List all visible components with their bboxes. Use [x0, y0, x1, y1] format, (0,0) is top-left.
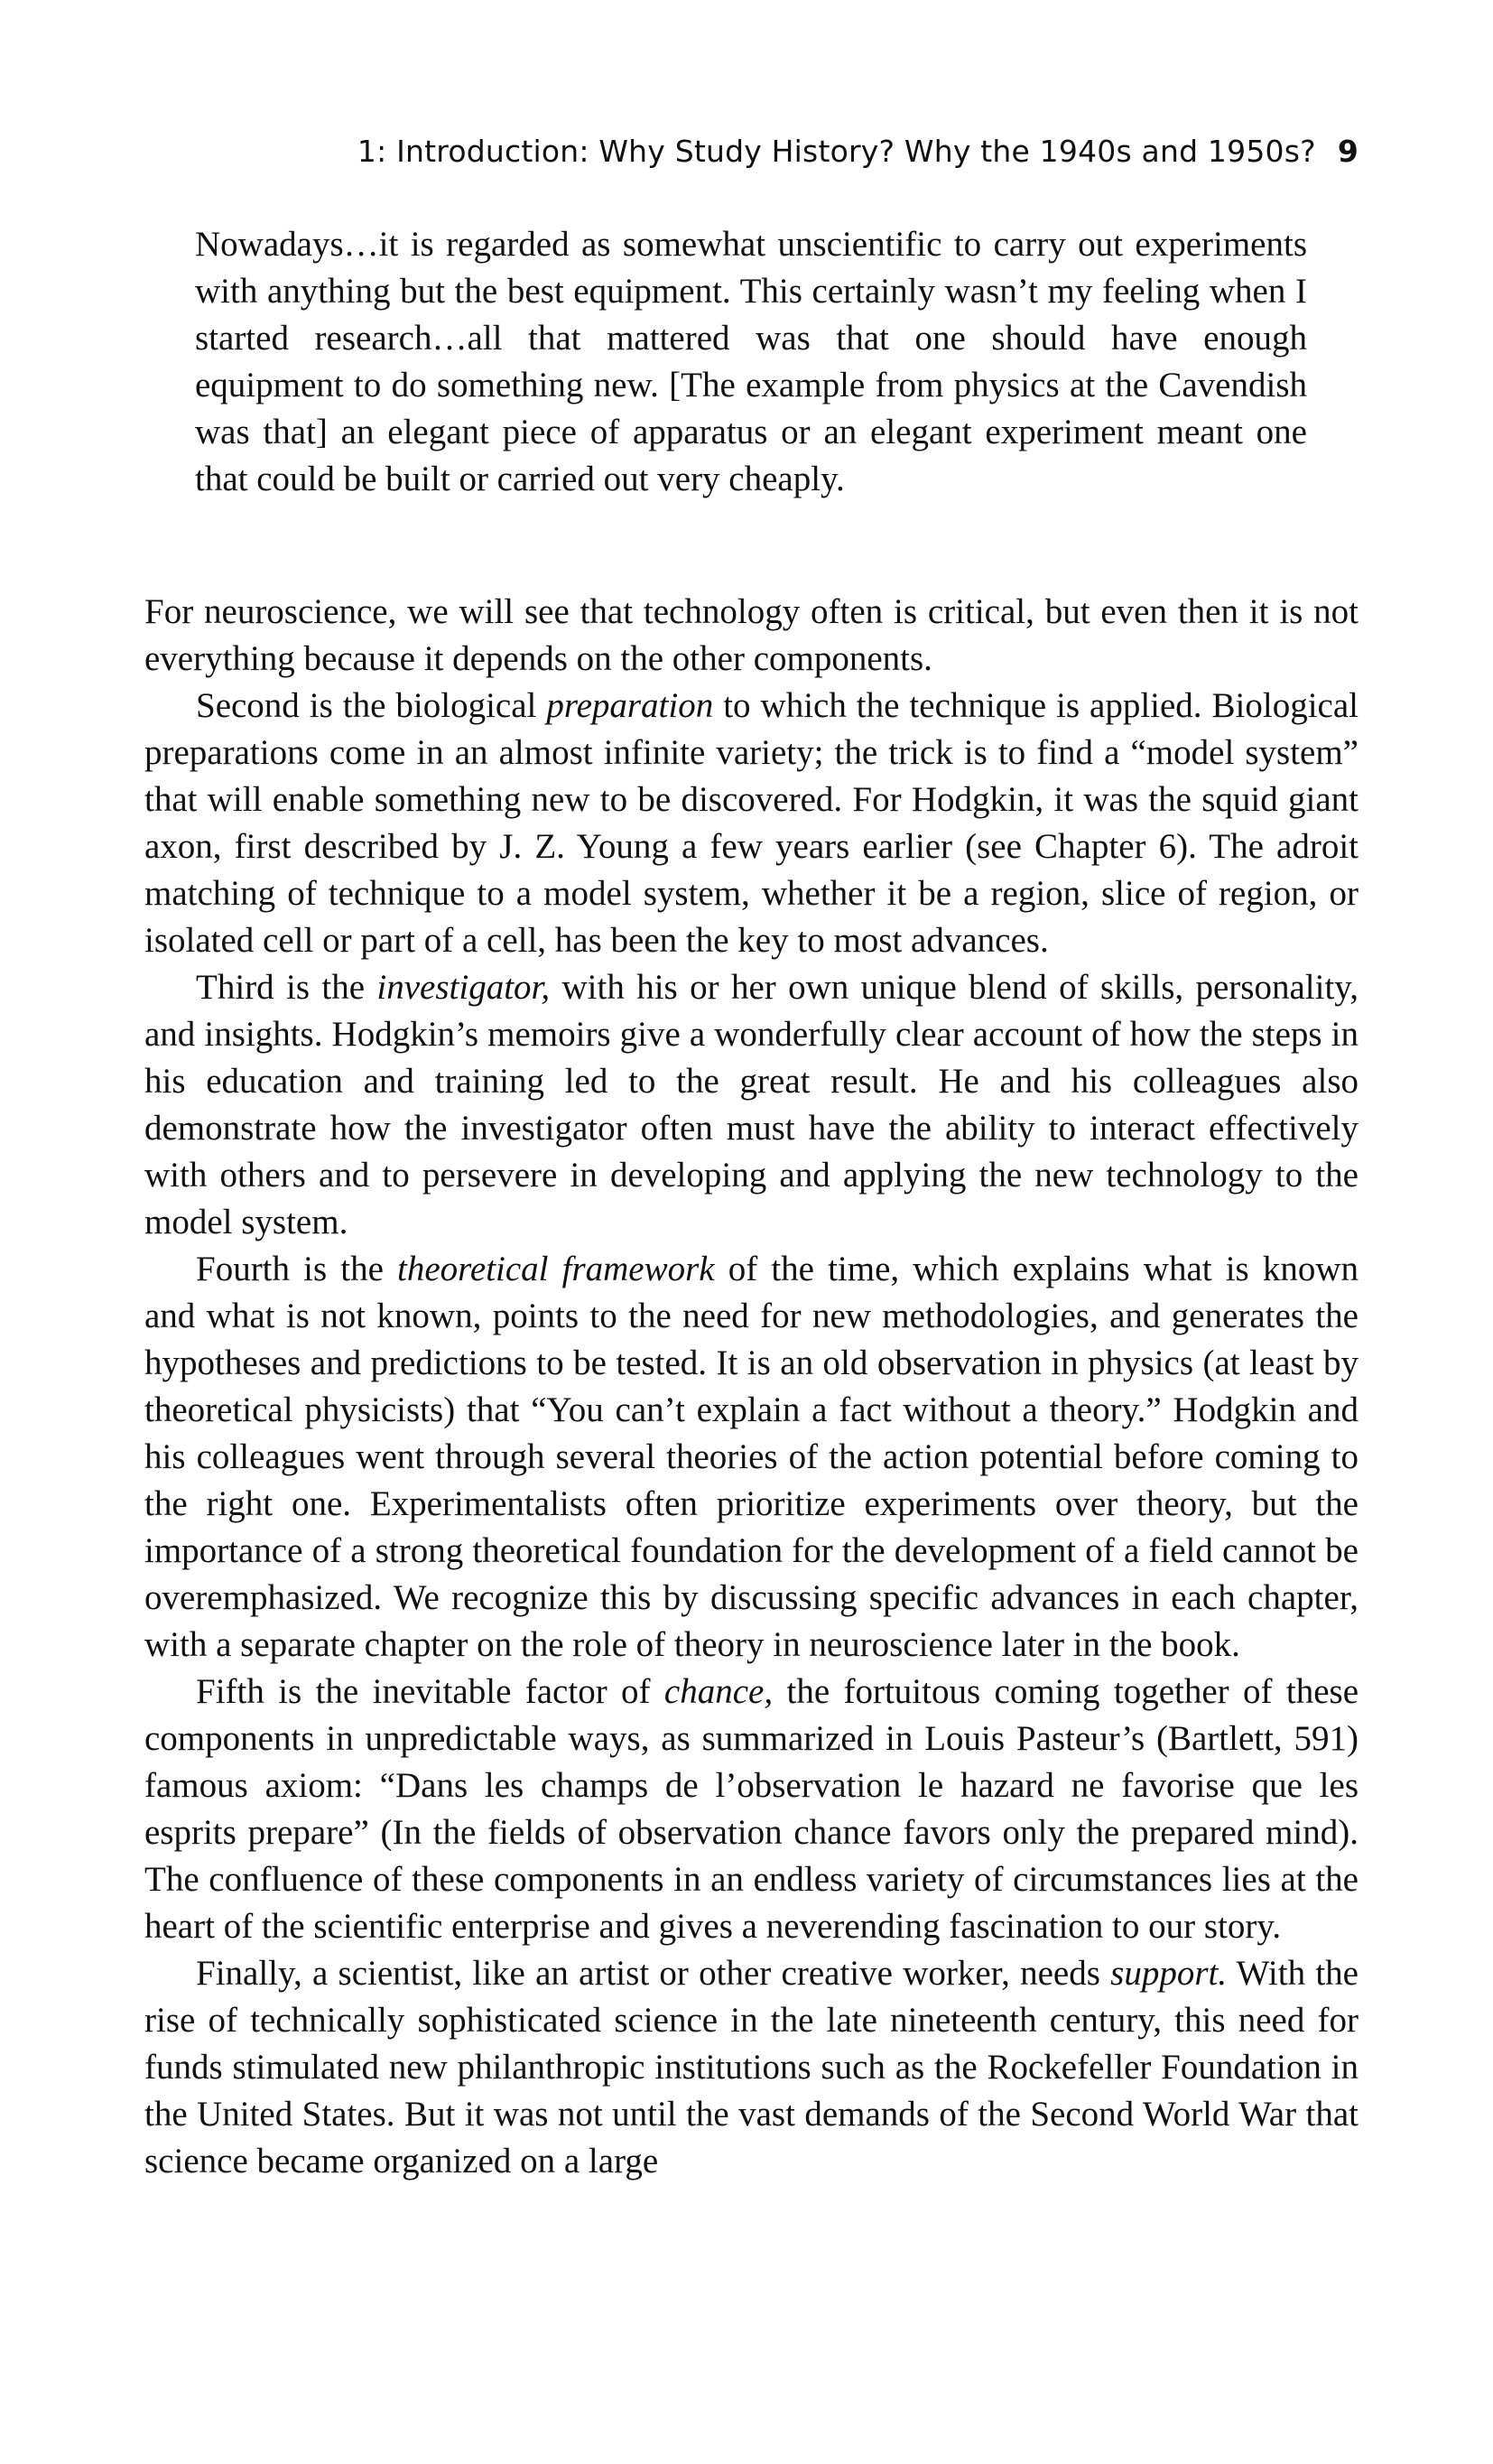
paragraph-text: With the rise of technically sophisticated science in the late nineteenth century, this need for funds stimulated new philanthropic institutions such as the Rockefeller Foundation in the United States. But it was not until the vast demands of the Second World War that science became organized on a large	[144, 1954, 1359, 2180]
paragraph-text: Finally, a scientist, like an artist or other creative worker, needs	[196, 1954, 1111, 1993]
paragraph-technology: For neuroscience, we will see that technology often is critical, but even then it is not everything because it depends on the other components.	[144, 592, 1359, 678]
paragraph-theoretical-framework	[144, 1246, 1359, 1669]
paragraph-text: the fortuitous coming together of these components in unpredictable ways, as summarized in Louis Pasteur’s (Bartlett, 591) famous axiom: “Dans les champs de l’observation le hazard ne favorise que les esprits prepare” (In the fields of observation chance favors only the prepared mind). The confluence of these components in an endless variety of circumstances lies at the heart of the scientific enterprise and gives a neverending fascination to our story.	[144, 1672, 1359, 1946]
paragraph-investigator	[144, 964, 1359, 1246]
paragraph-chance	[144, 1669, 1359, 1950]
paragraph-text: Fifth is the inevitable factor of	[196, 1672, 664, 1711]
paragraph-text: of the time, which explains what is known and what is not known, points to the need for new methodologies, and generates the hypotheses and predictions to be tested. It is an old observation in physics (at least by theoretical physicists) that “You can’t explain a fact without a theory.” Hodgkin and his colleagues went through several theories of the action potential before coming to the right one. Experimentalists often prioritize experiments over theory, but the importance of a strong theoretical foundation for the development of a field cannot be overemphasized. We recognize this by discussing specific advances in each chapter, with a separate chapter on the role of theory in neuroscience later in the book.	[144, 1250, 1359, 1664]
paragraph-preparation	[144, 683, 1359, 964]
paragraph-text: Third is the	[196, 968, 377, 1007]
paragraph-text: to which the technique is applied. Biological preparations come in an almost infinite variety; the trick is to find a “model system” that will enable something new to be discovered. For Hodgkin, it was the squid giant axon, first described by J. Z. Young a few years earlier (see Chapter 6). The adroit matching of technique to a model system, whether it be a region, slice of region, or isolated cell or part of a cell, has been the key to most advances.	[144, 686, 1359, 960]
emphasis: preparation	[546, 686, 714, 725]
running-title: 1: Introduction: Why Study History? Why the 1940s and 1950s?	[357, 134, 1316, 169]
paragraph-text: with his or her own unique blend of skills, personality, and insights. Hodgkin’s memoirs give a wonderfully clear account of how the steps in his education and training led to the great result. He and his colleagues also demonstrate how the investigator often must have the ability to interact effectively with others and to persevere in developing and applying the new technology to the model system.	[144, 968, 1359, 1241]
running-header	[144, 134, 1359, 169]
paragraph-text: Second is the biological	[196, 686, 547, 725]
body-text	[144, 589, 1359, 2185]
block-quote: Nowadays…it is regarded as somewhat unscientific to carry out experiments with anything but the best equipment. This certainly wasn’t my feeling when I started research…all that mattered was that one should have enough equipment to do something new. [The example from physics at the Cavendish was that] an elegant piece of apparatus or an elegant experiment meant one that could be built or carried out very cheaply.	[195, 225, 1307, 498]
emphasis: support.	[1110, 1954, 1228, 1993]
paragraph-support	[144, 1950, 1359, 2185]
emphasis: theoretical framework	[397, 1250, 715, 1288]
paragraph-text: Fourth is the	[196, 1250, 398, 1288]
page-number: 9	[1337, 134, 1359, 169]
emphasis: investigator,	[376, 968, 551, 1007]
emphasis: chance,	[663, 1672, 774, 1711]
